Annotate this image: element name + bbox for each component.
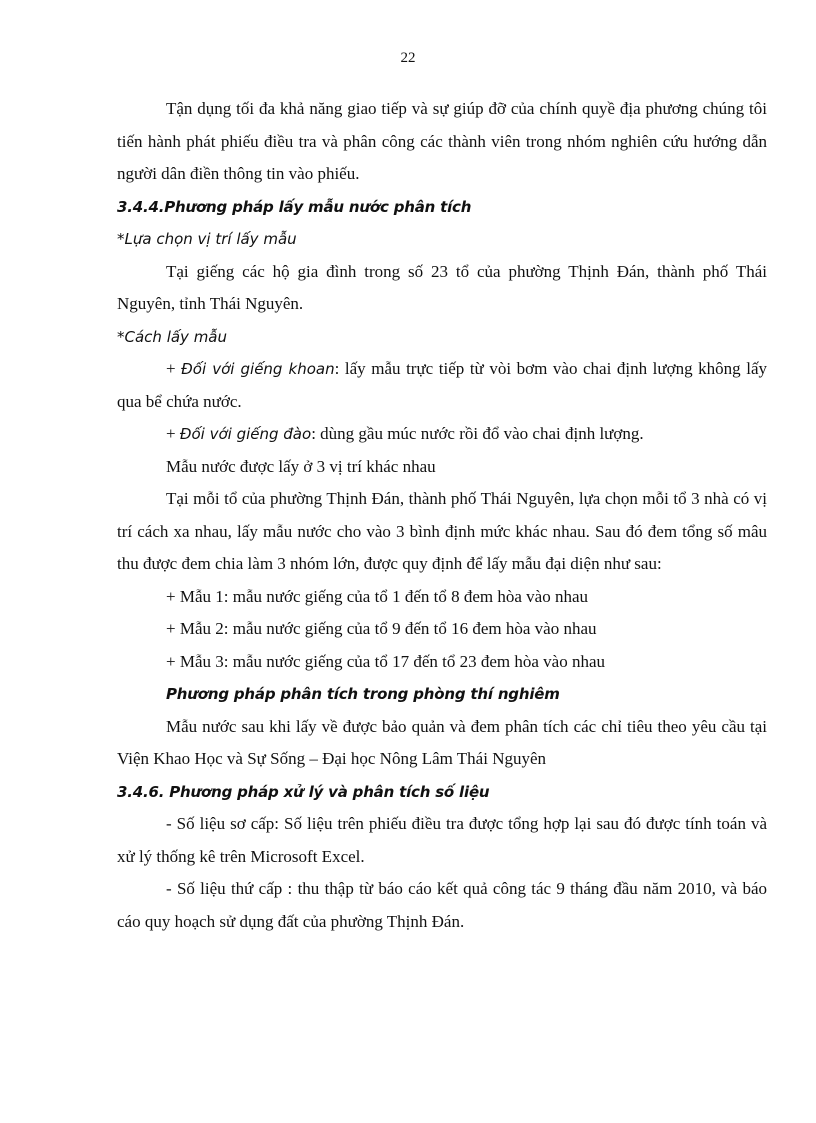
paragraph-drilled-well: [117, 353, 767, 418]
lab-analysis-heading: Phương pháp phân tích trong phòng thí nghiêm: [166, 685, 560, 703]
dug-well-label: Đối với giếng đào: [179, 425, 312, 443]
dug-well-prefix: +: [166, 424, 180, 443]
sample-item: + Mẫu 2: mẫu nước giếng của tổ 9 đến tổ 16 đem hòa vào nhau: [166, 619, 597, 638]
paragraph-secondary-data: - Số liệu thứ cấp : thu thập từ báo cáo kết quả công tác 9 tháng đầu năm 2010, và báo cáo quy hoạch sử dụng đất của phường Thịnh Đán.: [117, 879, 767, 931]
paragraph-primary-data: - Số liệu sơ cấp: Số liệu trên phiếu điều tra được tổng hợp lại sau đó được tính toán và xử lý thống kê trên Microsoft Excel.: [117, 814, 767, 866]
section-heading-3-4-6: 3.4.6. Phương pháp xử lý và phân tích số liệu: [117, 782, 490, 801]
document-body: [117, 93, 767, 938]
paragraph-lab-analysis: Mẫu nước sau khi lấy về được bảo quản và đem phân tích các chỉ tiêu theo yêu cầu tại Viện Khao Học và Sự Sống – Đại học Nông Lâm Thái Nguyên: [117, 716, 767, 768]
paragraph-dug-well: [117, 418, 767, 451]
paragraph-sampling-location: Tại giếng các hộ gia đình trong số 23 tổ của phường Thịnh Đán, thành phố Thái Nguyên, tỉnh Thái Nguyên.: [117, 261, 767, 313]
section-heading-3-4-4: 3.4.4.Phương pháp lấy mẫu nước phân tích: [117, 197, 472, 216]
page-number: 22: [400, 50, 416, 66]
paragraph-three-positions: Mẫu nước được lấy ở 3 vị trí khác nhau: [166, 456, 436, 476]
sample-item: + Mẫu 3: mẫu nước giếng của tổ 17 đến tổ 23 đem hòa vào nhau: [166, 651, 605, 671]
drilled-well-prefix: +: [166, 359, 182, 378]
paragraph-each-group: Tại mỗi tổ của phường Thịnh Đán, thành phố Thái Nguyên, lựa chọn mỗi tổ 3 nhà có vị trí cách xa nhau, lấy mẫu nước cho vào 3 bình định mức khác nhau. Sau đó đem tổng số mâu thu được đem chia làm 3 nhóm lớn, được quy định để lấy mẫu đại diện như sau:: [117, 489, 767, 573]
sample-item: + Mẫu 1: mẫu nước giếng của tổ 1 đến tổ 8 đem hòa vào nhau: [166, 586, 588, 606]
paragraph-intro: Tận dụng tối đa khả năng giao tiếp và sự giúp đỡ của chính quyề địa phương chúng tôi tiến hành phát phiếu điều tra và phân công các thành viên trong nhóm nghiên cứu hướng dẫn người dân điền thông tin vào phiếu.: [117, 99, 767, 183]
subheading-sampling-method: *Cách lấy mẫu: [117, 327, 228, 346]
subheading-sampling-location: *Lựa chọn vị trí lấy mẫu: [117, 230, 297, 248]
drilled-well-text: : lấy mẫu trực tiếp từ vòi bơm vào chai định lượng không lấy qua bể chứa nước.: [117, 359, 767, 411]
dug-well-text: : dùng gầu múc nước rồi đổ vào chai định lượng.: [311, 424, 644, 443]
drilled-well-label: Đối với giếng khoan: [181, 360, 335, 378]
